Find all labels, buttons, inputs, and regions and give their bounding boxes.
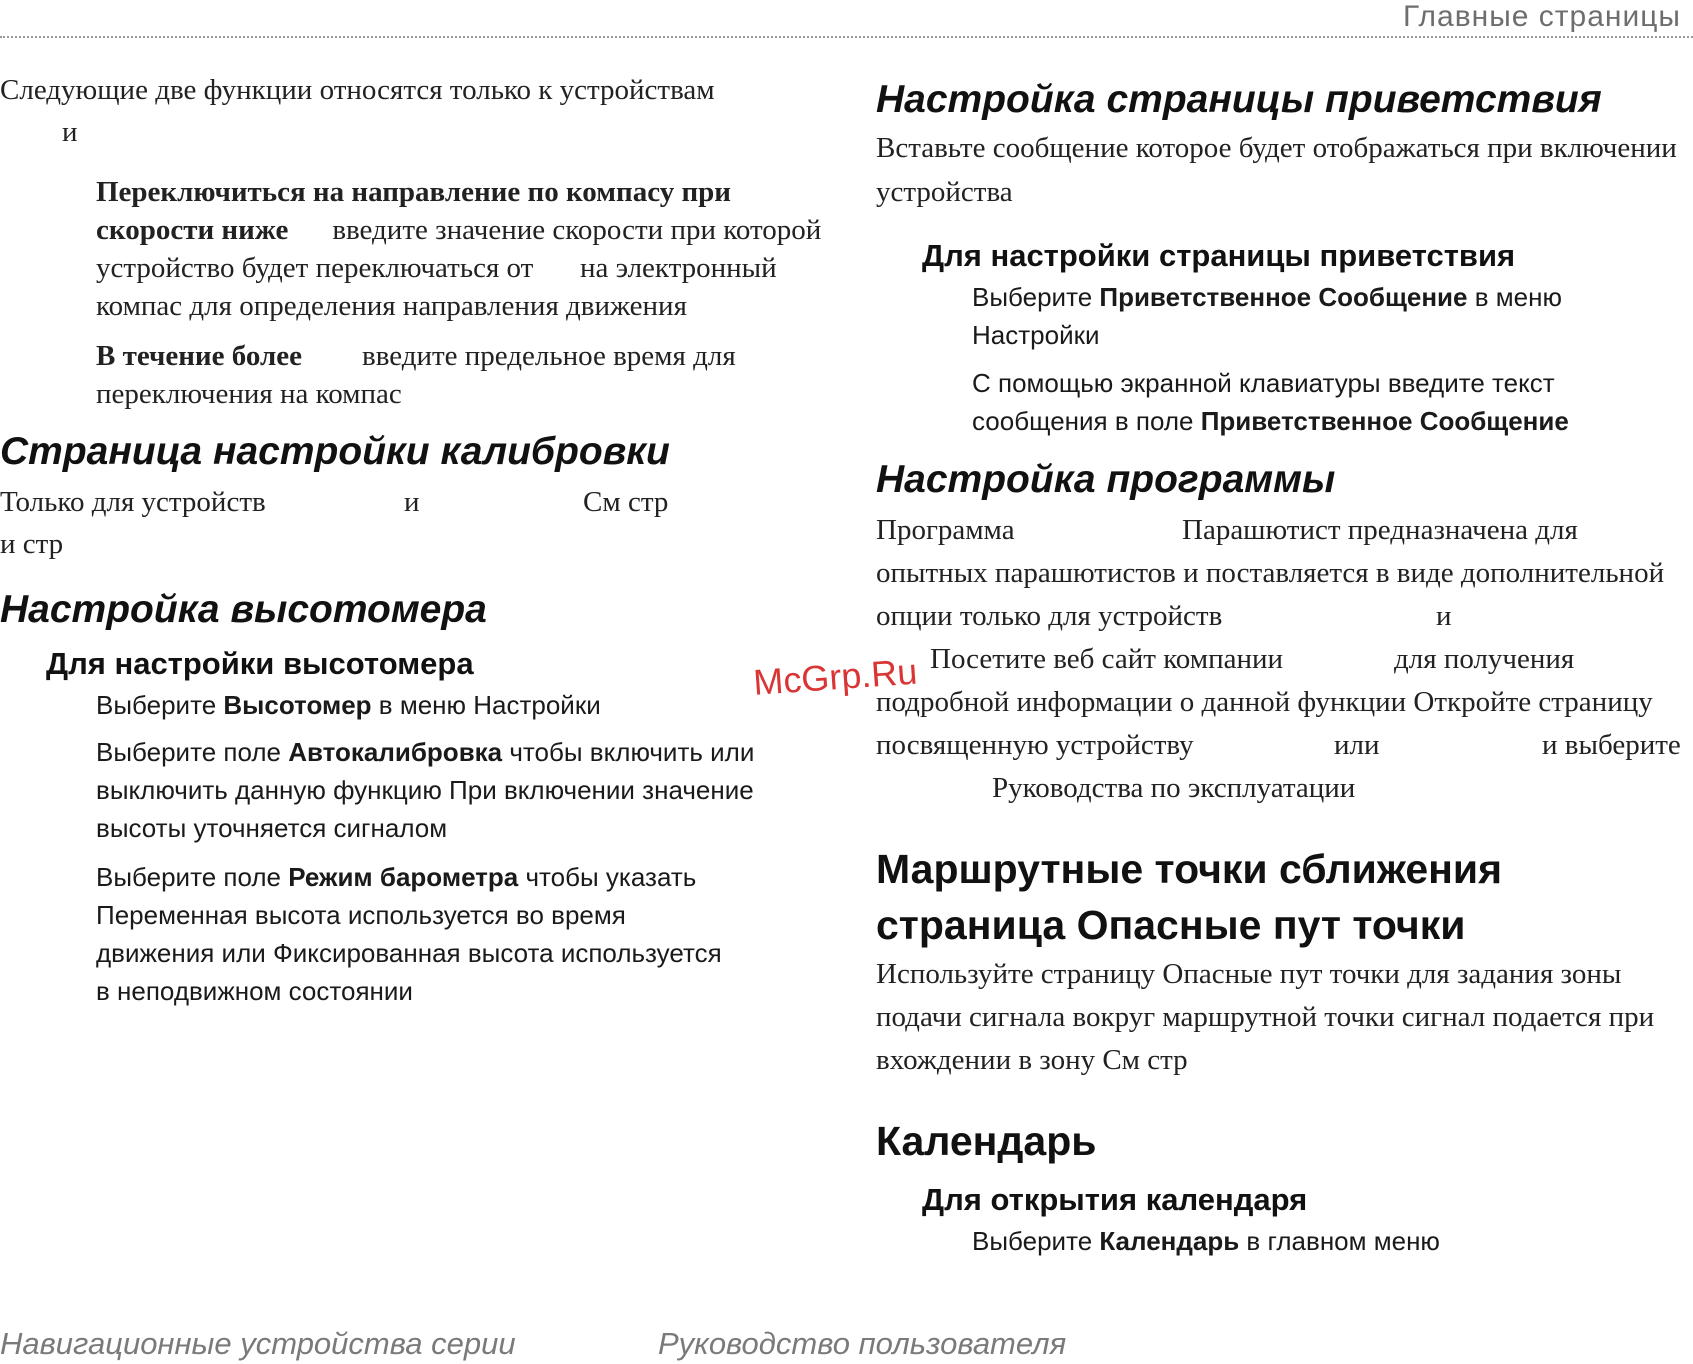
proximity-text: Используйте страницу Опасные пут точки для задания зоны <box>876 958 1622 990</box>
welcome-step-2: С помощью экранной клавиатуры введите текст <box>972 368 1555 398</box>
program-text-b: Парашютист предназначена для <box>1182 514 1578 546</box>
program-text-line6a: посвященную устройству <box>876 729 1194 761</box>
option-duration-title: В течение более <box>96 340 303 372</box>
calibration-text-c: См стр <box>583 486 669 518</box>
altimeter-step-3: Выберите поле Режим барометра чтобы указать <box>96 862 697 892</box>
footer-right: Руководство пользователя <box>658 1326 1067 1361</box>
altimeter-heading: Настройка высотомера <box>0 588 487 631</box>
option-compass-line3: устройство будет переключаться от <box>96 252 534 284</box>
program-text-line4a: Посетите веб сайт компании <box>930 643 1284 675</box>
calibration-heading: Страница настройки калибровки <box>0 430 670 473</box>
proximity-text-line3: вхождении в зону См стр <box>876 1044 1188 1076</box>
altimeter-step-3-line2: Переменная высота используется во время <box>96 900 626 930</box>
altimeter-subheading: Для настройки высотомера <box>46 646 474 681</box>
altimeter-step-3-line4: в неподвижном состоянии <box>96 976 413 1006</box>
option-compass-title: Переключиться на направление по компасу при <box>96 176 731 208</box>
altimeter-step-2: Выберите поле Автокалибровка чтобы включить или <box>96 737 755 767</box>
program-text-line2: опытных парашютистов и поставляется в виде дополнительной <box>876 557 1665 589</box>
altimeter-step-3-line3: движения или Фиксированная высота используется <box>96 938 722 968</box>
running-header: Главные страницы <box>1402 0 1681 33</box>
calendar-step-1: Выберите Календарь в главном меню <box>972 1226 1440 1256</box>
program-text-line6b: или <box>1334 729 1380 761</box>
proximity-heading: Маршрутные точки сближения <box>876 846 1503 892</box>
proximity-heading-line2: страница Опасные пут точки <box>876 902 1466 948</box>
proximity-text-line2: подачи сигнала вокруг маршрутной точки сигнал подается при <box>876 1001 1655 1033</box>
calibration-text-line2: и стр <box>0 528 64 560</box>
welcome-heading: Настройка страницы приветствия <box>876 78 1602 121</box>
program-text-line4b: для получения <box>1394 643 1575 675</box>
program-text-line6c: и выберите <box>1542 729 1681 761</box>
calibration-text-b: и <box>404 486 420 518</box>
option-compass-line2: скорости ниже введите значение скорости при которой <box>96 214 822 246</box>
welcome-text-line2: устройства <box>876 176 1013 208</box>
altimeter-step-1: Выберите Высотомер в меню Настройки <box>96 690 601 720</box>
altimeter-step-2-line3: высоты уточняется сигналом <box>96 813 448 843</box>
header-rule <box>0 36 1693 38</box>
welcome-text: Вставьте сообщение которое будет отображаться при включении <box>876 132 1677 164</box>
intro-text-line2: и <box>62 116 78 148</box>
footer-left: Навигационные устройства серии <box>0 1326 516 1361</box>
altimeter-step-2-line2: выключить данную функцию При включении значение <box>96 775 754 805</box>
calibration-text-a: Только для устройств <box>0 486 266 518</box>
program-text-line3a: опции только для устройств <box>876 600 1223 632</box>
option-compass-line3b: на электронный <box>580 252 777 284</box>
program-text-line3b: и <box>1436 600 1452 632</box>
program-heading: Настройка программы <box>876 458 1336 501</box>
option-duration-line2: переключения на компас <box>96 378 402 410</box>
program-text-line7: Руководства по эксплуатации <box>992 772 1356 804</box>
welcome-step-1: Выберите Приветственное Сообщение в меню <box>972 282 1562 312</box>
welcome-step-2-line2: сообщения в поле Приветственное Сообщение <box>972 406 1569 436</box>
program-text-a: Программа <box>876 514 1015 546</box>
option-duration-text: введите предельное время для <box>362 340 736 372</box>
calendar-subheading: Для открытия календаря <box>922 1182 1308 1217</box>
option-compass-line4: компас для определения направления движения <box>96 290 687 322</box>
program-text-line5: подробной информации о данной функции Откройте страницу <box>876 686 1653 718</box>
intro-text: Следующие две функции относятся только к устройствам <box>0 74 715 106</box>
welcome-step-1-line2: Настройки <box>972 320 1100 350</box>
watermark: McGrp.Ru <box>752 650 919 703</box>
welcome-subheading: Для настройки страницы приветствия <box>922 238 1516 273</box>
calendar-heading: Календарь <box>876 1118 1097 1164</box>
